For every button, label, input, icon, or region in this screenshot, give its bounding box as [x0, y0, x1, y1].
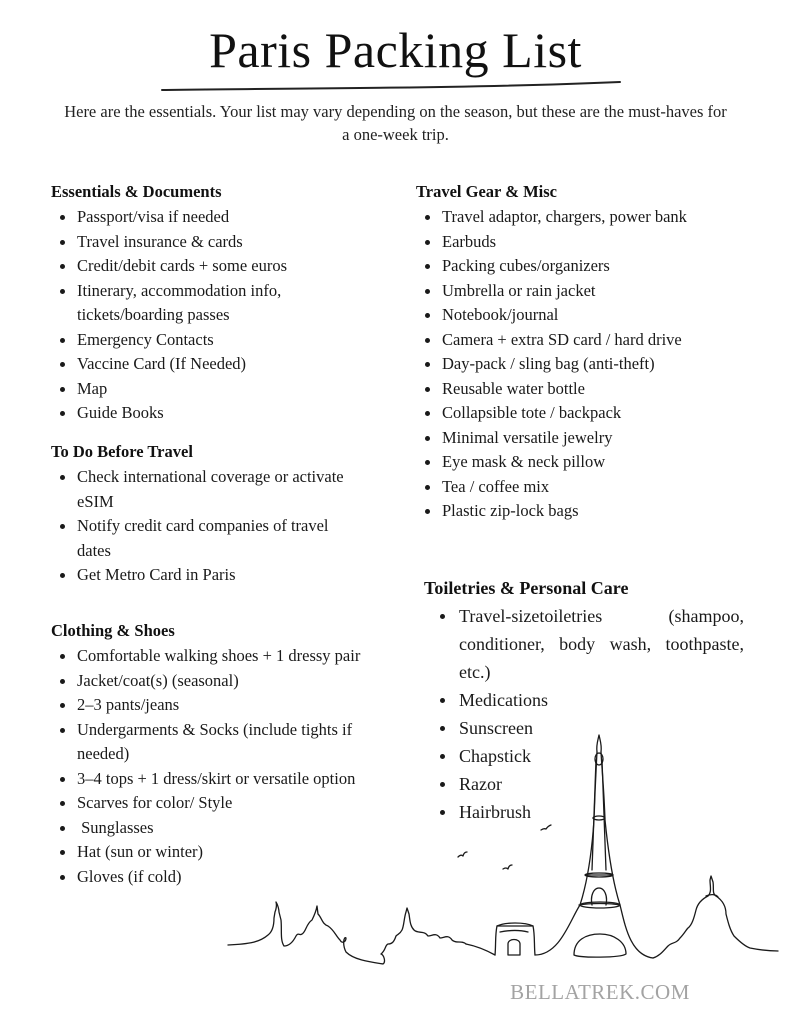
paris-skyline-illustration [0, 730, 791, 980]
list-item: Day-pack / sling bag (anti-theft) [442, 352, 776, 377]
list-item: 3–4 tops + 1 dress/skirt or versatile option [77, 767, 396, 792]
list-item: Camera + extra SD card / hard drive [442, 328, 776, 353]
list-item: Umbrella or rain jacket [442, 279, 776, 304]
list-item: Get Metro Card in Paris [77, 563, 351, 588]
list-item: Notify credit card companies of travel dates [77, 514, 351, 563]
list-item: Chapstick [459, 742, 744, 770]
list-item: Eye mask & neck pillow [442, 450, 776, 475]
list-item: Vaccine Card (If Needed) [77, 352, 351, 377]
intro-text: Here are the essentials. Your list may vary depending on the season, but these are the must-haves for a one-week trip. [64, 102, 727, 144]
list-item: Guide Books [77, 401, 351, 426]
section-travel-gear-misc [416, 181, 776, 524]
section-heading: Toiletries & Personal Care [424, 578, 629, 598]
checklist [51, 465, 351, 588]
page-title: Paris Packing List [209, 22, 582, 78]
list-item: Emergency Contacts [77, 328, 351, 353]
sacre-coeur-icon [653, 876, 778, 958]
list-item: Gloves (if cold) [77, 865, 396, 890]
list-item: Razor [459, 770, 744, 798]
birds-icon [458, 825, 551, 869]
section-heading: Clothing & Shoes [51, 621, 175, 640]
list-item: Notebook/journal [442, 303, 776, 328]
list-item: Scarves for color/ Style [77, 791, 396, 816]
list-item: 2–3 pants/jeans [77, 693, 396, 718]
arc-de-triomphe-icon [466, 923, 535, 955]
list-item: Credit/debit cards + some euros [77, 254, 351, 279]
list-item: Check international coverage or activate eSIM [77, 465, 351, 514]
list-item: Reusable water bottle [442, 377, 776, 402]
list-item: Medications [459, 686, 744, 714]
list-item: Jacket/coat(s) (seasonal) [77, 669, 396, 694]
list-item: Tea / coffee mix [442, 475, 776, 500]
list-item: Packing cubes/organizers [442, 254, 776, 279]
list-item: Passport/visa if needed [77, 205, 351, 230]
list-item: Earbuds [442, 230, 776, 255]
list-item: Travel adaptor, chargers, power bank [442, 205, 776, 230]
checklist [416, 205, 776, 524]
list-item: Minimal versatile jewelry [442, 426, 776, 451]
checklist [51, 205, 351, 426]
eiffel-tower-icon [535, 735, 653, 958]
list-item: Hairbrush [459, 798, 744, 826]
section-essentials-documents [51, 181, 351, 426]
list-item: Map [77, 377, 351, 402]
list-item: Undergarments & Socks (include tights if needed) [77, 718, 396, 767]
list-item: Travel insurance & cards [77, 230, 351, 255]
list-item: Sunscreen [459, 714, 744, 742]
list-item: Comfortable walking shoes + 1 dressy pair [77, 644, 396, 669]
list-item: Sunglasses [77, 816, 396, 841]
title-underline [160, 80, 630, 94]
section-heading: Travel Gear & Misc [416, 182, 557, 201]
list-item: Travel-sizetoiletries (shampoo, conditioner, body wash, toothpaste, etc.) [459, 602, 744, 686]
section-heading: Essentials & Documents [51, 182, 222, 201]
brand-footer: BELLATREK.COM [510, 980, 690, 1004]
section-heading: To Do Before Travel [51, 442, 193, 461]
list-item: Hat (sun or winter) [77, 840, 396, 865]
list-item: Itinerary, accommodation info, tickets/boarding passes [77, 279, 351, 328]
list-item: Collapsible tote / backpack [442, 401, 776, 426]
skyline-left [228, 902, 466, 964]
section-todo-before-travel [51, 441, 351, 588]
list-item: Plastic zip-lock bags [442, 499, 776, 524]
